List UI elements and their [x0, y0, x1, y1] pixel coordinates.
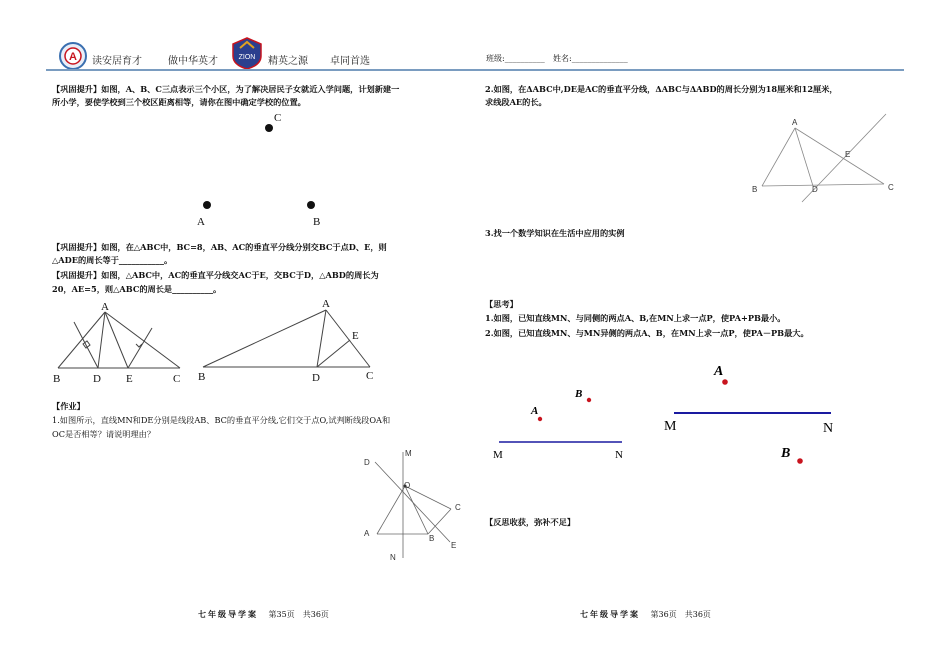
fig6-label-m: M	[493, 449, 503, 461]
label-b: B	[313, 216, 321, 228]
class-field	[486, 53, 545, 64]
name-label: 姓名:	[553, 54, 572, 63]
fig2-label-d: D	[93, 373, 101, 385]
right-q2: 2.如图，在ΔABC中,DE是AC的垂直平分线，ΔABC与ΔABD的周长分别为18厘米和12厘米，	[485, 84, 838, 94]
homework-title: 【作业】	[52, 401, 85, 411]
right-footer-page: 第36页 共36页	[650, 610, 711, 619]
fig4-label-b: B	[429, 534, 435, 543]
label-a: A	[197, 216, 205, 228]
left-footer-title: 七年级导学案	[198, 609, 258, 619]
left-p2b: △ADE的周长等于___________。	[52, 255, 173, 265]
point-c	[265, 124, 273, 132]
header-motto-1: 读安居育才	[92, 56, 142, 67]
zion-badge-text: ZION	[238, 54, 256, 61]
left-p1: 【巩固提升】如图，A、B、C三点表示三个小区，为了解决居民子女就近入学问题，计划新建一	[52, 84, 400, 94]
name-blank: ______________	[571, 54, 628, 63]
fig5-label-e: E	[845, 150, 851, 159]
right-footer	[580, 609, 711, 620]
name-field	[553, 53, 628, 64]
fig4-label-a: A	[364, 529, 370, 538]
fig5-label-c: C	[888, 183, 894, 192]
left-p3: 【巩固提升】如图，△ABC中，AC的垂直平分线交AC于E，交BC于D，△ABD的周长为	[52, 270, 379, 280]
fig6-label-b: B	[575, 388, 583, 400]
think-q1: 1.如图，已知直线MN、与同侧的两点A、B,在MN上求一点P，使PA+PB最小。	[485, 313, 786, 323]
svg-text:A: A	[69, 51, 77, 63]
figure-opposite-sides	[660, 358, 850, 473]
fig5-label-b: B	[752, 185, 758, 194]
fig5-label-d: D	[812, 185, 818, 194]
fig2-label-e: E	[126, 373, 133, 385]
header-motto-3: 精英之源	[268, 56, 308, 67]
right-footer-title: 七年级导学案	[580, 609, 640, 619]
fig4-label-o: O	[404, 481, 411, 490]
header-motto-2: 做中华英才	[168, 56, 218, 67]
right-q3: 3.找一个数学知识在生活中应用的实例	[485, 228, 625, 238]
label-c: C	[274, 112, 282, 124]
fig3-label-a: A	[322, 298, 330, 310]
fig2-label-a: A	[101, 301, 109, 313]
fig4-label-c: C	[455, 503, 461, 512]
left-footer	[198, 609, 329, 620]
class-label: 班级:	[486, 54, 505, 63]
fig3-label-e: E	[352, 330, 359, 342]
figure-triangle-ade	[48, 300, 193, 390]
homework-q1: 1.如图所示，直线MN和DE分别是线段AB、BC的垂直平分线,它们交于点O,试判断线段OA和	[52, 415, 391, 425]
right-q2b: 求线段AE的长。	[485, 97, 547, 107]
figure-same-side	[485, 380, 635, 465]
figure-perpendicular-bisectors	[355, 440, 470, 570]
header-motto-4: 卓同首选	[330, 56, 370, 67]
figure-three-points	[190, 105, 330, 230]
point-a	[203, 201, 211, 209]
fig4-label-m: M	[405, 449, 412, 458]
fig3-label-c: C	[366, 370, 374, 382]
fig3-label-b: B	[198, 371, 206, 383]
left-footer-page: 第35页 共36页	[268, 610, 329, 619]
fig7-label-b: B	[781, 446, 791, 461]
fig7-label-n: N	[823, 421, 834, 436]
think-q2: 2.如图，已知直线MN、与MN异侧的两点A、B，在MN上求一点P，使PA－PB最大。	[485, 328, 809, 338]
homework-q1b: OC是否相等？请说明理由？	[52, 429, 156, 439]
figure-triangle-de-bisector	[750, 110, 900, 205]
fig3-label-d: D	[312, 372, 320, 384]
fig4-label-d: D	[364, 458, 370, 467]
fig4-label-e: E	[451, 541, 457, 550]
left-p1b: 所小学，要使学校到三个校区距离相等，请你在图中确定学校的位置。	[52, 97, 306, 107]
fig2-label-b: B	[53, 373, 61, 385]
figure-triangle-abd	[195, 295, 385, 390]
fig7-label-a: A	[714, 364, 724, 379]
point-b	[307, 201, 315, 209]
fig5-label-a: A	[792, 118, 798, 127]
left-p3b: 20，AE=5，则△ABC的周长是__________。	[52, 284, 222, 294]
reflect-title: 【反思收获，弥补不足】	[485, 517, 576, 527]
think-title: 【思考】	[485, 299, 518, 309]
fig7-label-m: M	[664, 419, 677, 434]
fig4-label-n: N	[390, 553, 396, 562]
fig6-label-a: A	[531, 405, 539, 417]
fig2-label-c: C	[173, 373, 181, 385]
header-rule	[46, 69, 904, 71]
fig6-label-n: N	[615, 449, 623, 461]
class-blank: __________	[504, 54, 545, 63]
left-p2: 【巩固提升】如图，在△ABC中，BC=8，AB、AC的垂直平分线分别交BC于点D、E，则	[52, 242, 387, 252]
